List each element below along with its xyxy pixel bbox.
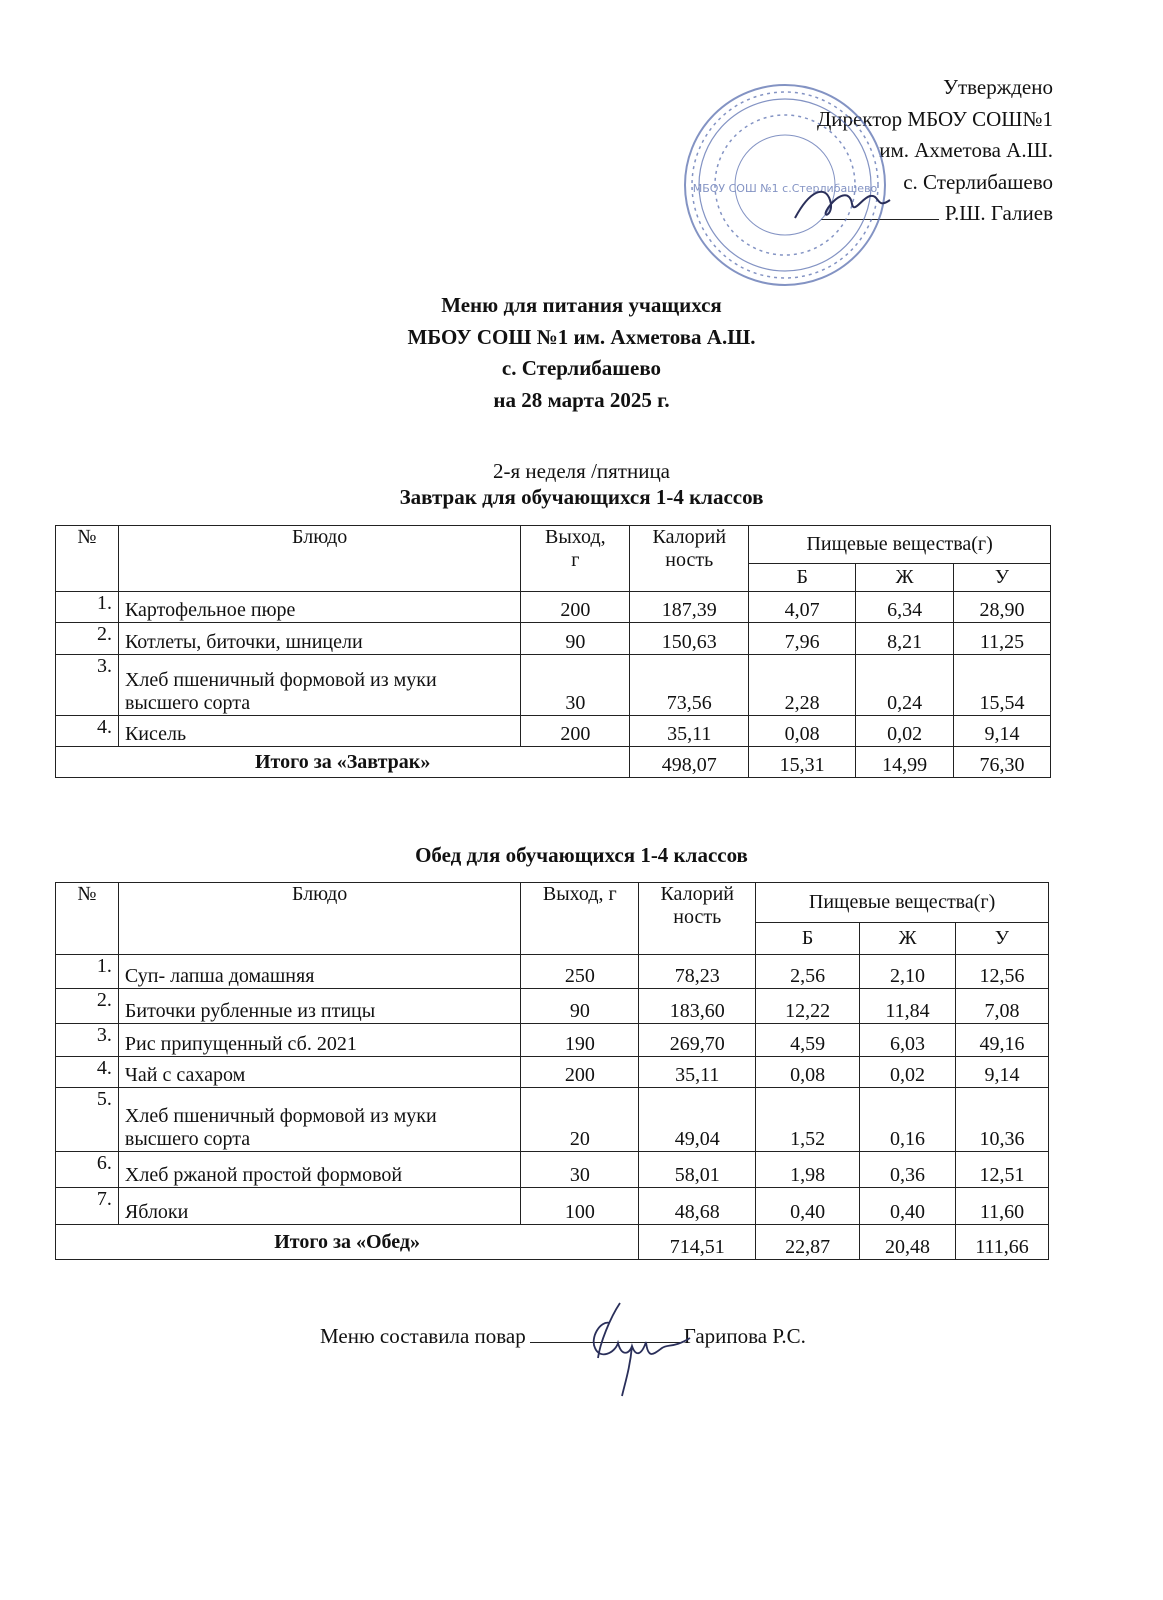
- table-row: 7. Яблоки 100 48,68 0,40 0,40 11,60: [56, 1188, 1049, 1225]
- header-u: У: [954, 564, 1051, 592]
- table-row: 2. Котлеты, биточки, шницели 90 150,63 7,96 8,21 11,25: [56, 623, 1051, 655]
- header-nutrients: Пищевые вещества(г): [756, 883, 1049, 923]
- approval-village: с. Стерлибашево: [903, 169, 1053, 194]
- lunch-table: [55, 882, 1049, 1260]
- menu-title-line1: Меню для питания учащихся: [441, 293, 722, 317]
- lunch-title: Обед для обучающихся 1-4 классов: [415, 843, 748, 867]
- table-row: 6. Хлеб ржаной простой формовой 30 58,01 1,98 0,36 12,51: [56, 1152, 1049, 1188]
- breakfast-table: [55, 525, 1051, 778]
- menu-title-line2: МБОУ СОШ №1 им. Ахметова А.Ш.: [407, 324, 756, 349]
- header-nutrients: Пищевые вещества(г): [749, 526, 1051, 564]
- header-dish: Блюдо: [118, 883, 520, 955]
- menu-title-line3: с. Стерлибашево: [501, 356, 662, 380]
- header-dish: Блюдо: [118, 526, 520, 592]
- table-row: 5. Хлеб пшеничный формовой из муки высшего сорта 20 49,04 1,52 0,16 10,36: [56, 1088, 1049, 1152]
- cook-name: Гарипова Р.С.: [683, 1324, 806, 1348]
- header-b: Б: [756, 923, 860, 955]
- week-label: 2-я неделя /пятница: [492, 459, 671, 483]
- director-signature-icon: [790, 180, 900, 230]
- table-row: 1. Суп- лапша домашняя 250 78,23 2,56 2,10 12,56: [56, 955, 1049, 989]
- approval-signer: Р.Ш. Галиев: [944, 201, 1053, 225]
- header-yield: Выход, г: [521, 526, 630, 592]
- header-yield: Выход, г: [521, 883, 639, 955]
- header-u: У: [955, 923, 1048, 955]
- table-row: 4. Чай с сахаром 200 35,11 0,08 0,02 9,14: [56, 1057, 1049, 1088]
- table-row: 4. Кисель 200 35,11 0,08 0,02 9,14: [56, 716, 1051, 747]
- header-calories: Калорий ность: [630, 526, 749, 592]
- svg-text:МБОУ СОШ №1 с.Стерлибашево: МБОУ СОШ №1 с.Стерлибашево: [692, 182, 878, 195]
- header-calories: Калорий ность: [639, 883, 756, 955]
- cook-signature-icon: [570, 1298, 710, 1398]
- header-zh: Ж: [856, 564, 954, 592]
- footer-prefix: Меню составила повар: [320, 1324, 526, 1348]
- total-row: Итого за «Завтрак» 498,07 15,31 14,99 76,30: [56, 747, 1051, 778]
- breakfast-title: Завтрак для обучающихся 1-4 классов: [399, 485, 764, 509]
- footer: [320, 1322, 806, 1349]
- header-b: Б: [749, 564, 856, 592]
- total-row: Итого за «Обед» 714,51 22,87 20,48 111,66: [56, 1225, 1049, 1260]
- header-num: №: [56, 883, 119, 955]
- menu-title: [0, 290, 1163, 416]
- table-row: 3. Хлеб пшеничный формовой из муки высшего сорта 30 73,56 2,28 0,24 15,54: [56, 655, 1051, 716]
- header-zh: Ж: [860, 923, 956, 955]
- table-row: 1. Картофельное пюре 200 187,39 4,07 6,34 28,90: [56, 592, 1051, 623]
- approval-school: им. Ахметова А.Ш.: [879, 138, 1053, 162]
- table-row: 3. Рис припущенный сб. 2021 190 269,70 4,59 6,03 49,16: [56, 1024, 1049, 1057]
- approval-heading: Утверждено: [943, 75, 1053, 99]
- table-row: 2. Биточки рубленные из птицы 90 183,60 12,22 11,84 7,08: [56, 989, 1049, 1024]
- header-num: №: [56, 526, 119, 592]
- menu-title-date: на 28 марта 2025 г.: [493, 387, 670, 412]
- approval-position: Директор МБОУ СОШ№1: [816, 106, 1053, 131]
